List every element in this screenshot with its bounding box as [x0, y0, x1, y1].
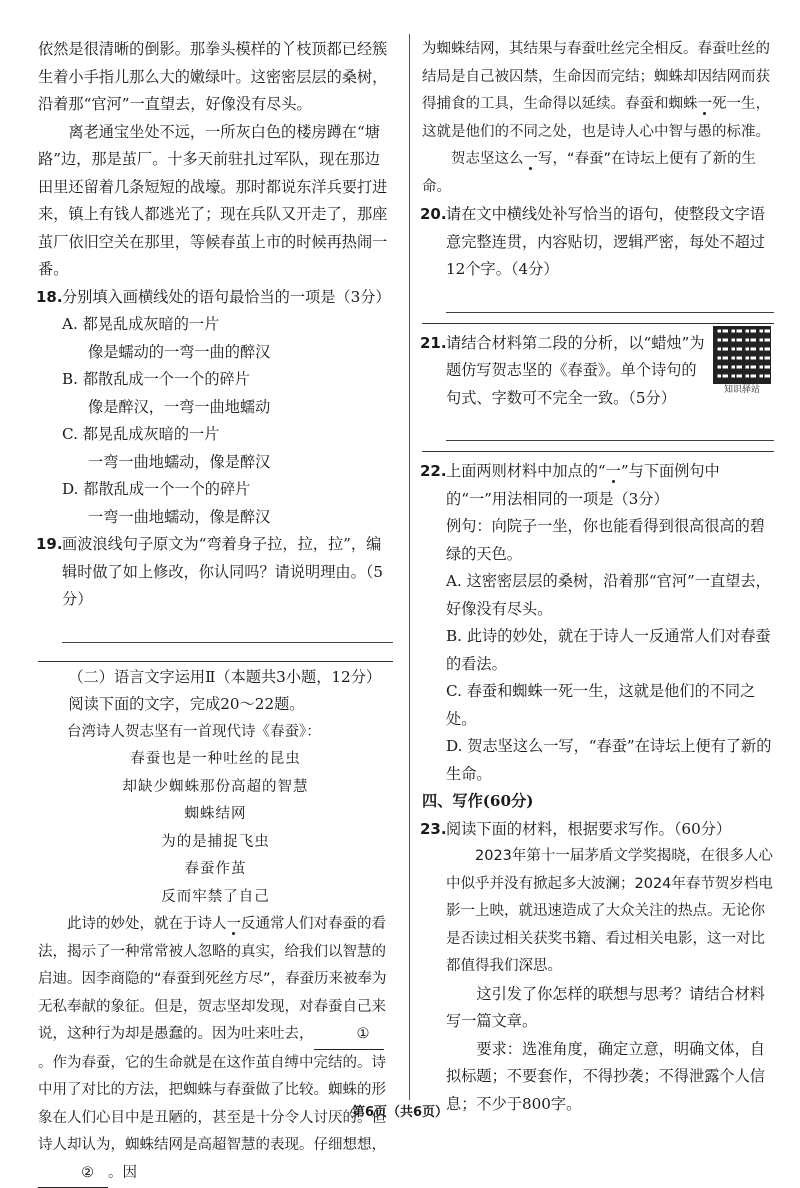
analysis-paragraph: 此诗的妙处，就在于诗人一反通常人们对春蚕的看法，揭示了一种常常被人忽略的真实，给我们以智慧的启迪。因李商隐的“春蚕到死丝方尽”，春蚕历来被奉为无私奉献的象征。但是，贺志坚却发现，对春蚕自己来说，这种行为却是愚蠢的。因为吐来吐去， ①。作为春蚕，它的生命就是在这作茧自缚中完结的。诗中用了对比的方法，把蜘蛛与春蚕做了比较。蜘蛛的形象在人们心目中是丑陋的，甚至是十分令人讨厌的。但诗人却认为，蜘蛛结网是高超智慧的表现。仔细想想，② 。因 [38, 911, 393, 1188]
question-22 [422, 458, 774, 568]
question-23 [422, 816, 774, 844]
question-stem: 阅读下面的材料，根据要求写作。（60分） [446, 816, 774, 844]
poem-line: 却缺少蜘蛛那份高超的智慧 [38, 774, 393, 802]
poem-line: 为的是捕捉飞虫 [38, 829, 393, 857]
option-b[interactable]: B. 此诗的妙处，就在于诗人一反通常人们对春蚕的看法。 [446, 623, 774, 678]
blank-1[interactable]: ① [314, 1021, 384, 1050]
question-number: 23. [420, 816, 447, 844]
column-divider [409, 34, 410, 1100]
option-c[interactable]: C. 春蚕和蜘蛛一死一生，这就是他们的不同之处。 [446, 678, 774, 733]
option-b-line1[interactable]: B. 都散乱成一个一个的碎片 [62, 366, 393, 394]
option-c-line2: 一弯一曲地蠕动，像是醉汉 [88, 449, 393, 477]
question-number: 21. [420, 330, 447, 358]
question-stem: 分别填入画横线处的语句最恰当的一项是（3分） [62, 284, 393, 312]
poem-intro: 台湾诗人贺志坚有一首现代诗《春蚕》： [38, 719, 393, 747]
qr-code[interactable] [712, 326, 772, 396]
option-d[interactable]: D. 贺志坚这么一写，“春蚕”在诗坛上便有了新的生命。 [446, 733, 774, 788]
writing-prompt: 这引发了你怎样的联想与思考？请结合材料写一篇文章。 [446, 981, 774, 1036]
poem-line: 蜘蛛结网 [38, 801, 393, 829]
question-stem: 请在文中横线处补写恰当的语句，使整段文字语意完整连贯，内容贴切，逻辑严密，每处不超过12个字。（4分） [446, 201, 774, 284]
section-divider [38, 661, 393, 662]
question-number: 22. [420, 458, 447, 486]
option-d-line2: 一弯一曲地蠕动，像是醉汉 [88, 504, 393, 532]
question-19 [38, 531, 393, 614]
emphasis-dot-char: 一 [698, 96, 713, 112]
option-b-line2: 像是醉汉，一弯一曲地蠕动 [88, 394, 393, 422]
option-d-line1[interactable]: D. 都散乱成一个一个的碎片 [62, 476, 393, 504]
analysis-continued: 为蜘蛛结网，其结果与春蚕吐丝完全相反。春蚕吐丝的结局是自己被囚禁，生命因而完结；蜘蛛却因结网而获得捕食的工具，生命得以延续。春蚕和蜘蛛一死一生，这就是他们的不同之处，也是诗人心中智与愚的标准。 [422, 36, 774, 146]
writing-material: 2023年第十一届茅盾文学奖揭晓，在很多人心中似乎并没有掀起多大波澜；2024年春节贺岁档电影一上映，就迅速造成了大众关注的热点。无论你是否读过相关获奖书籍、看过相关电影，这一对比都值得我们深思。 [446, 843, 774, 981]
question-18 [38, 284, 393, 312]
passage-paragraph-1: 依然是很清晰的倒影。那拳头模样的丫枝顶都已经簇生着小手指儿那么大的嫩绿叶。这密密层层的桑树，沿着那“官河”一直望去，好像没有尽头。 [38, 36, 393, 119]
poem-line: 春蚕也是一种吐丝的昆虫 [38, 746, 393, 774]
question-20 [422, 201, 774, 284]
emphasis-dot-char: 一 [227, 916, 242, 932]
option-a[interactable]: A. 这密密层层的桑树，沿着那“官河”一直望去，好像没有尽头。 [446, 568, 774, 623]
question-21 [422, 330, 774, 413]
qr-code-icon [713, 326, 771, 384]
option-a-line2: 像是蠕动的一弯一曲的醉汉 [88, 339, 393, 367]
section-title: （二）语言文字运用Ⅱ（本题共3小题，12分） [38, 664, 393, 692]
page-footer: 第6页（共6页） [0, 1099, 800, 1127]
answer-line[interactable] [446, 412, 774, 441]
blank-2[interactable]: ② [38, 1160, 108, 1188]
question-stem: 上面两则材料中加点的“一”与下面例句中的“一”用法相同的一项是（3分） [446, 458, 774, 513]
question-number: 18. [36, 284, 63, 312]
poem-line: 春蚕作茧 [38, 856, 393, 884]
answer-line[interactable] [446, 284, 774, 313]
answer-line[interactable] [62, 614, 393, 643]
section-divider [422, 323, 774, 324]
poem-line: 反而牢禁了自己 [38, 884, 393, 912]
right-column [422, 36, 774, 1118]
question-number: 20. [420, 201, 447, 229]
question-stem: 画波浪线句子原文为“弯着身子拉，拉，拉”，编辑时做了如上修改，你认同吗？请说明理由。（5分） [62, 531, 393, 614]
option-c-line1[interactable]: C. 都晃乱成灰暗的一片 [62, 421, 393, 449]
question-stem: 请结合材料第二段的分析，以“蜡烛”为题仿写贺志坚的《春蚕》。单个诗句的句式、字数可不完全一致。（5分） [446, 330, 710, 413]
writing-requirement: 要求：选准角度，确定立意，明确文体，自拟标题；不要套作，不得抄袭；不得泄露个人信息；不少于800字。 [446, 1036, 774, 1119]
option-a-line1[interactable]: A. 都晃乱成灰暗的一片 [62, 311, 393, 339]
section-divider [422, 451, 774, 452]
left-column [38, 36, 393, 1188]
question-number: 19. [36, 531, 63, 559]
analysis-conclusion: 贺志坚这么一写，“春蚕”在诗坛上便有了新的生命。 [422, 146, 774, 201]
qr-label: 知识驿站 [712, 384, 772, 396]
emphasis-dot-char: 一 [606, 462, 621, 480]
passage-paragraph-2: 离老通宝坐处不远，一所灰白色的楼房蹲在“塘路”边，那是茧厂。十多天前驻扎过军队，现在那边田里还留着几条短短的战壕。那时都说东洋兵要打进来，镇上有钱人都逃光了；现在兵队又开走了，那座茧厂依旧空关在那里，等候春茧上市的时候再热闹一番。 [38, 119, 393, 284]
example-sentence: 例句：向院子一坐，你也能看得到很高很高的碧绿的天色。 [446, 513, 774, 568]
section-4-title: 四、写作(60分) [422, 788, 774, 816]
section-instruction: 阅读下面的文字，完成20～22题。 [38, 691, 393, 719]
emphasis-dot-char: 一 [524, 151, 539, 167]
